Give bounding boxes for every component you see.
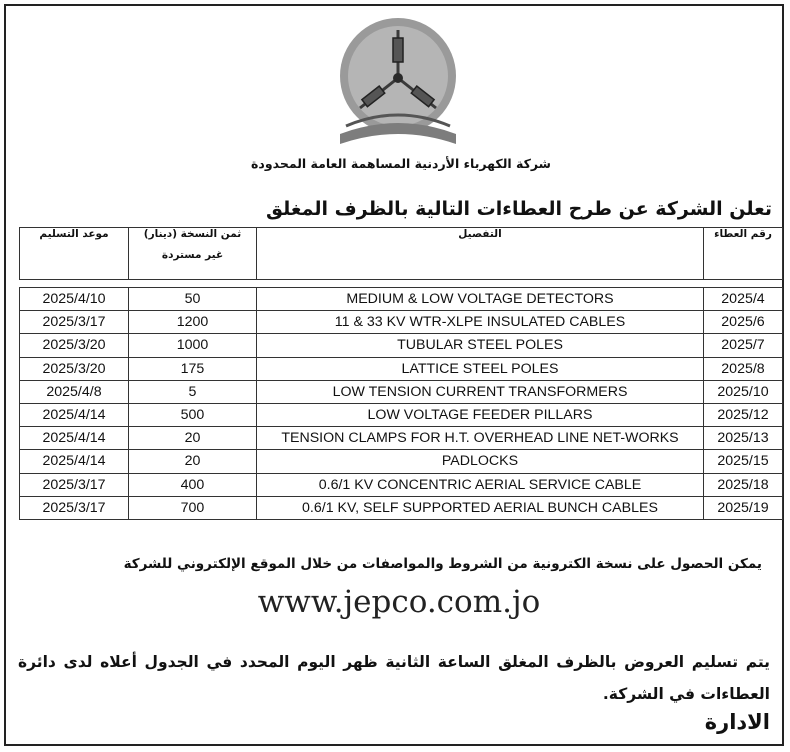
- cell-description: MEDIUM & LOW VOLTAGE DETECTORS: [257, 288, 704, 311]
- online-copy-note: يمكن الحصول على نسخة الكترونية من الشروط والمواصفات من خلال الموقع الإلكتروني للشركة: [123, 556, 762, 572]
- table-row: [20, 334, 783, 357]
- cell-delivery: 2025/4/14: [20, 427, 129, 450]
- table-row: [20, 380, 783, 403]
- column-header-price-line1: ثمن النسخة (دينار): [143, 228, 242, 240]
- column-header-price-line2: غير مستردة: [161, 249, 224, 261]
- tender-table-header: [19, 227, 783, 280]
- cell-price: 20: [129, 450, 257, 473]
- cell-description: LATTICE STEEL POLES: [257, 357, 704, 380]
- cell-tender-no: 2025/18: [704, 473, 783, 496]
- cell-tender-no: 2025/12: [704, 404, 783, 427]
- column-header-tender-no: رقم العطاء: [704, 228, 783, 280]
- column-header-delivery: موعد التسليم: [20, 228, 129, 280]
- cell-delivery: 2025/4/10: [20, 288, 129, 311]
- cell-price: 20: [129, 427, 257, 450]
- table-row: [20, 288, 783, 311]
- cell-price: 700: [129, 496, 257, 519]
- cell-description: LOW VOLTAGE FEEDER PILLARS: [257, 404, 704, 427]
- company-logo: [332, 16, 464, 150]
- cell-tender-no: 2025/6: [704, 311, 783, 334]
- table-row: [20, 404, 783, 427]
- cell-price: 400: [129, 473, 257, 496]
- cell-price: 5: [129, 380, 257, 403]
- cell-delivery: 2025/4/14: [20, 404, 129, 427]
- cell-description: 0.6/1 KV CONCENTRIC AERIAL SERVICE CABLE: [257, 473, 704, 496]
- company-name: شركة الكهرباء الأردنية المساهمة العامة المحدودة: [251, 156, 551, 171]
- cell-tender-no: 2025/7: [704, 334, 783, 357]
- column-header-price: [129, 228, 257, 280]
- cell-description: TENSION CLAMPS FOR H.T. OVERHEAD LINE NET-WORKS: [257, 427, 704, 450]
- cell-tender-no: 2025/19: [704, 496, 783, 519]
- cell-price: 500: [129, 404, 257, 427]
- cell-description: 0.6/1 KV, SELF SUPPORTED AERIAL BUNCH CABLES: [257, 496, 704, 519]
- cell-tender-no: 2025/13: [704, 427, 783, 450]
- cell-tender-no: 2025/10: [704, 380, 783, 403]
- tender-table-body: [19, 287, 783, 520]
- cell-delivery: 2025/3/17: [20, 473, 129, 496]
- column-header-description: التفصيل: [257, 228, 704, 280]
- cell-price: 175: [129, 357, 257, 380]
- cell-tender-no: 2025/15: [704, 450, 783, 473]
- submission-note: يتم تسليم العروض بالظرف المغلق الساعة الثانية ظهر اليوم المحدد في الجدول أعلاه لدى دائرة العطاءات في الشركة.: [18, 653, 770, 703]
- cell-price: 50: [129, 288, 257, 311]
- advertisement-frame: [4, 4, 784, 746]
- cell-description: LOW TENSION CURRENT TRANSFORMERS: [257, 380, 704, 403]
- table-row: [20, 311, 783, 334]
- cell-description: 11 & 33 KV WTR-XLPE INSULATED CABLES: [257, 311, 704, 334]
- table-row: [20, 496, 783, 519]
- cell-tender-no: 2025/8: [704, 357, 783, 380]
- table-row: [20, 357, 783, 380]
- management-signature: الادارة: [704, 710, 770, 734]
- website-address: www.jepco.com.jo: [257, 584, 541, 620]
- table-row: [20, 450, 783, 473]
- cell-delivery: 2025/3/17: [20, 311, 129, 334]
- cell-delivery: 2025/3/20: [20, 334, 129, 357]
- cell-description: PADLOCKS: [257, 450, 704, 473]
- cell-delivery: 2025/3/20: [20, 357, 129, 380]
- table-row: [20, 473, 783, 496]
- cell-delivery: 2025/4/8: [20, 380, 129, 403]
- announcement-heading: تعلن الشركة عن طرح العطاءات التالية بالظرف المغلق: [266, 198, 772, 220]
- table-row: [20, 427, 783, 450]
- cell-price: 1000: [129, 334, 257, 357]
- cell-delivery: 2025/4/14: [20, 450, 129, 473]
- cell-description: TUBULAR STEEL POLES: [257, 334, 704, 357]
- cell-price: 1200: [129, 311, 257, 334]
- cell-delivery: 2025/3/17: [20, 496, 129, 519]
- cell-tender-no: 2025/4: [704, 288, 783, 311]
